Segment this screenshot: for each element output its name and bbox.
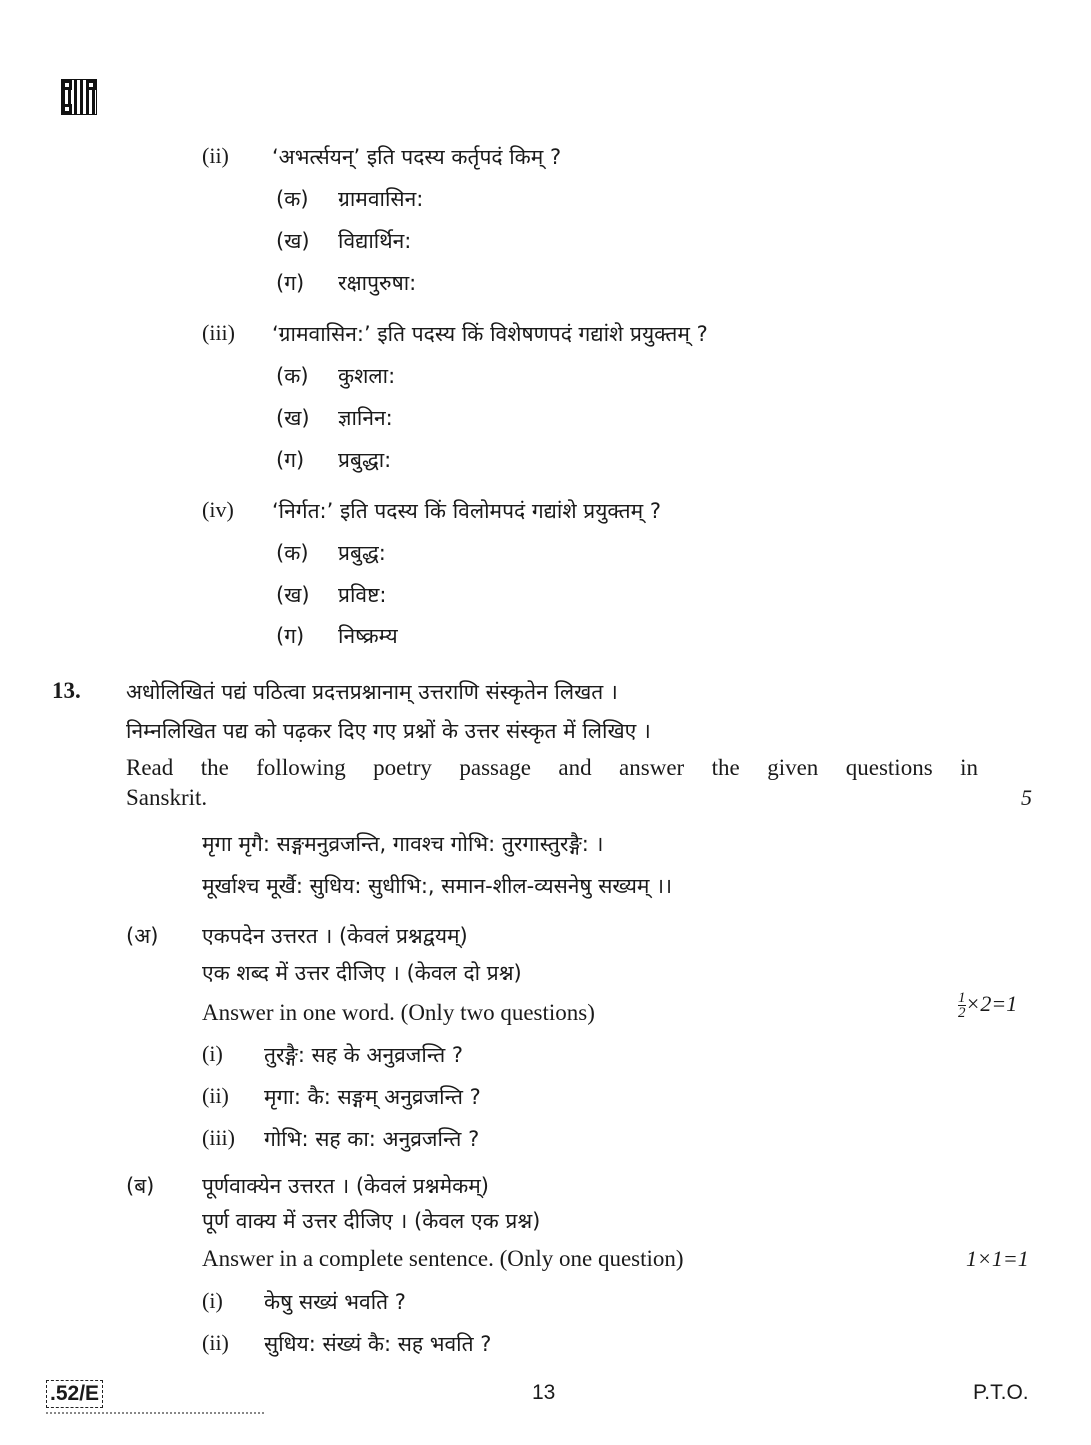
question-label: (ii) xyxy=(202,1330,229,1355)
page-number: 13 xyxy=(532,1381,556,1404)
option-label: (ख) xyxy=(276,229,310,253)
marks-multiplier: ×2=1 xyxy=(965,991,1018,1016)
part-title-english: Answer in one word. (Only two questions) xyxy=(202,1000,595,1025)
question-text: गोभि: सह का: अनुव्रजन्ति ? xyxy=(264,1127,480,1151)
option-text: प्रविष्ट: xyxy=(338,583,387,607)
instruction-english-line1: Read the following poetry passage and answer the given questions in xyxy=(126,755,978,780)
option-text: विद्यार्थिन: xyxy=(338,229,412,253)
option-text: प्रबुद्धा: xyxy=(338,448,392,472)
question-label: (ii) xyxy=(202,1083,229,1108)
question-text: मृगा: कै: सङ्गम् अनुव्रजन्ति ? xyxy=(264,1085,481,1109)
question-label: (iii) xyxy=(202,1125,235,1150)
part-title-sanskrit: पूर्णवाक्येन उत्तरत । (केवलं प्रश्नमेकम्) xyxy=(202,1174,490,1198)
instruction-hindi: निम्नलिखित पद्य को पढ़कर दिए गए प्रश्नों के उत्तर संस्कृत में लिखिए । xyxy=(126,719,651,743)
subquestion-label: (iii) xyxy=(202,320,235,345)
marks-denominator: 2 xyxy=(958,1005,966,1022)
part-title-sanskrit: एकपदेन उत्तरत । (केवलं प्रश्नद्वयम्) xyxy=(202,924,468,948)
instruction-english-line2: Sanskrit. xyxy=(126,785,208,810)
qr-code-icon xyxy=(62,80,96,114)
option-label: (क) xyxy=(276,541,309,565)
question-text: तुरङ्गै: सह के अनुव्रजन्ति ? xyxy=(264,1043,464,1067)
option-label: (क) xyxy=(276,364,309,388)
part-title-hindi: एक शब्द में उत्तर दीजिए । (केवल दो प्रश्न) xyxy=(202,961,522,985)
option-label: (ग) xyxy=(276,624,305,648)
subquestion-label: (iv) xyxy=(202,497,234,522)
part-label: (अ) xyxy=(126,924,159,948)
question-text: सुधिय: संख्यं कै: सह भवति ? xyxy=(264,1332,492,1356)
option-text: निष्क्रम्य xyxy=(338,624,398,648)
part-title-english: Answer in a complete sentence. (Only one question) xyxy=(202,1246,684,1271)
subquestion-label: (ii) xyxy=(202,143,229,168)
subquestion-text: ‘अभर्त्सयन्’ इति पदस्य कर्तृपदं किम् ? xyxy=(272,145,562,169)
option-label: (ख) xyxy=(276,406,310,430)
subquestion-text: ‘ग्रामवासिन:’ इति पदस्य किं विशेषणपदं गद्यांशे प्रयुक्तम् ? xyxy=(272,322,708,346)
part-marks: 1×1=1 xyxy=(966,1246,1029,1271)
option-label: (ग) xyxy=(276,271,305,295)
footer-fine-print xyxy=(46,1412,266,1414)
verse-line: मूर्खाश्च मूर्खै: सुधिय: सुधीभि:, समान-शील-व्यसनेषु सख्यम् ।। xyxy=(202,874,673,898)
option-label: (ख) xyxy=(276,583,310,607)
question-label: (i) xyxy=(202,1288,223,1313)
part-label: (ब) xyxy=(126,1174,155,1198)
option-text: प्रबुद्ध: xyxy=(338,541,386,565)
option-text: रक्षापुरुषा: xyxy=(338,271,417,295)
option-text: ग्रामवासिन: xyxy=(338,187,424,211)
option-label: (क) xyxy=(276,187,309,211)
verse-line: मृगा मृगै: सङ्गमनुव्रजन्ति, गावश्च गोभि: तुरगास्तुरङ्गै: । xyxy=(202,832,604,856)
part-marks xyxy=(958,991,1017,1020)
option-text: ज्ञानिन: xyxy=(338,406,393,430)
please-turn-over: P.T.O. xyxy=(973,1381,1029,1404)
paper-code: .52/E xyxy=(46,1380,103,1408)
question-text: केषु सख्यं भवति ? xyxy=(264,1290,406,1314)
question-marks: 5 xyxy=(1021,785,1032,810)
question-label: (i) xyxy=(202,1041,223,1066)
marks-numerator: 1 xyxy=(958,990,966,1007)
option-label: (ग) xyxy=(276,448,305,472)
question-number: 13. xyxy=(52,678,81,703)
option-text: कुशला: xyxy=(338,364,396,388)
subquestion-text: ‘निर्गत:’ इति पदस्य किं विलोमपदं गद्यांशे प्रयुक्तम् ? xyxy=(272,499,662,523)
part-title-hindi: पूर्ण वाक्य में उत्तर दीजिए । (केवल एक प्रश्न) xyxy=(202,1209,541,1233)
instruction-sanskrit: अधोलिखितं पद्यं पठित्वा प्रदत्तप्रश्नानाम् उत्तराणि संस्कृतेन लिखत । xyxy=(126,680,618,704)
